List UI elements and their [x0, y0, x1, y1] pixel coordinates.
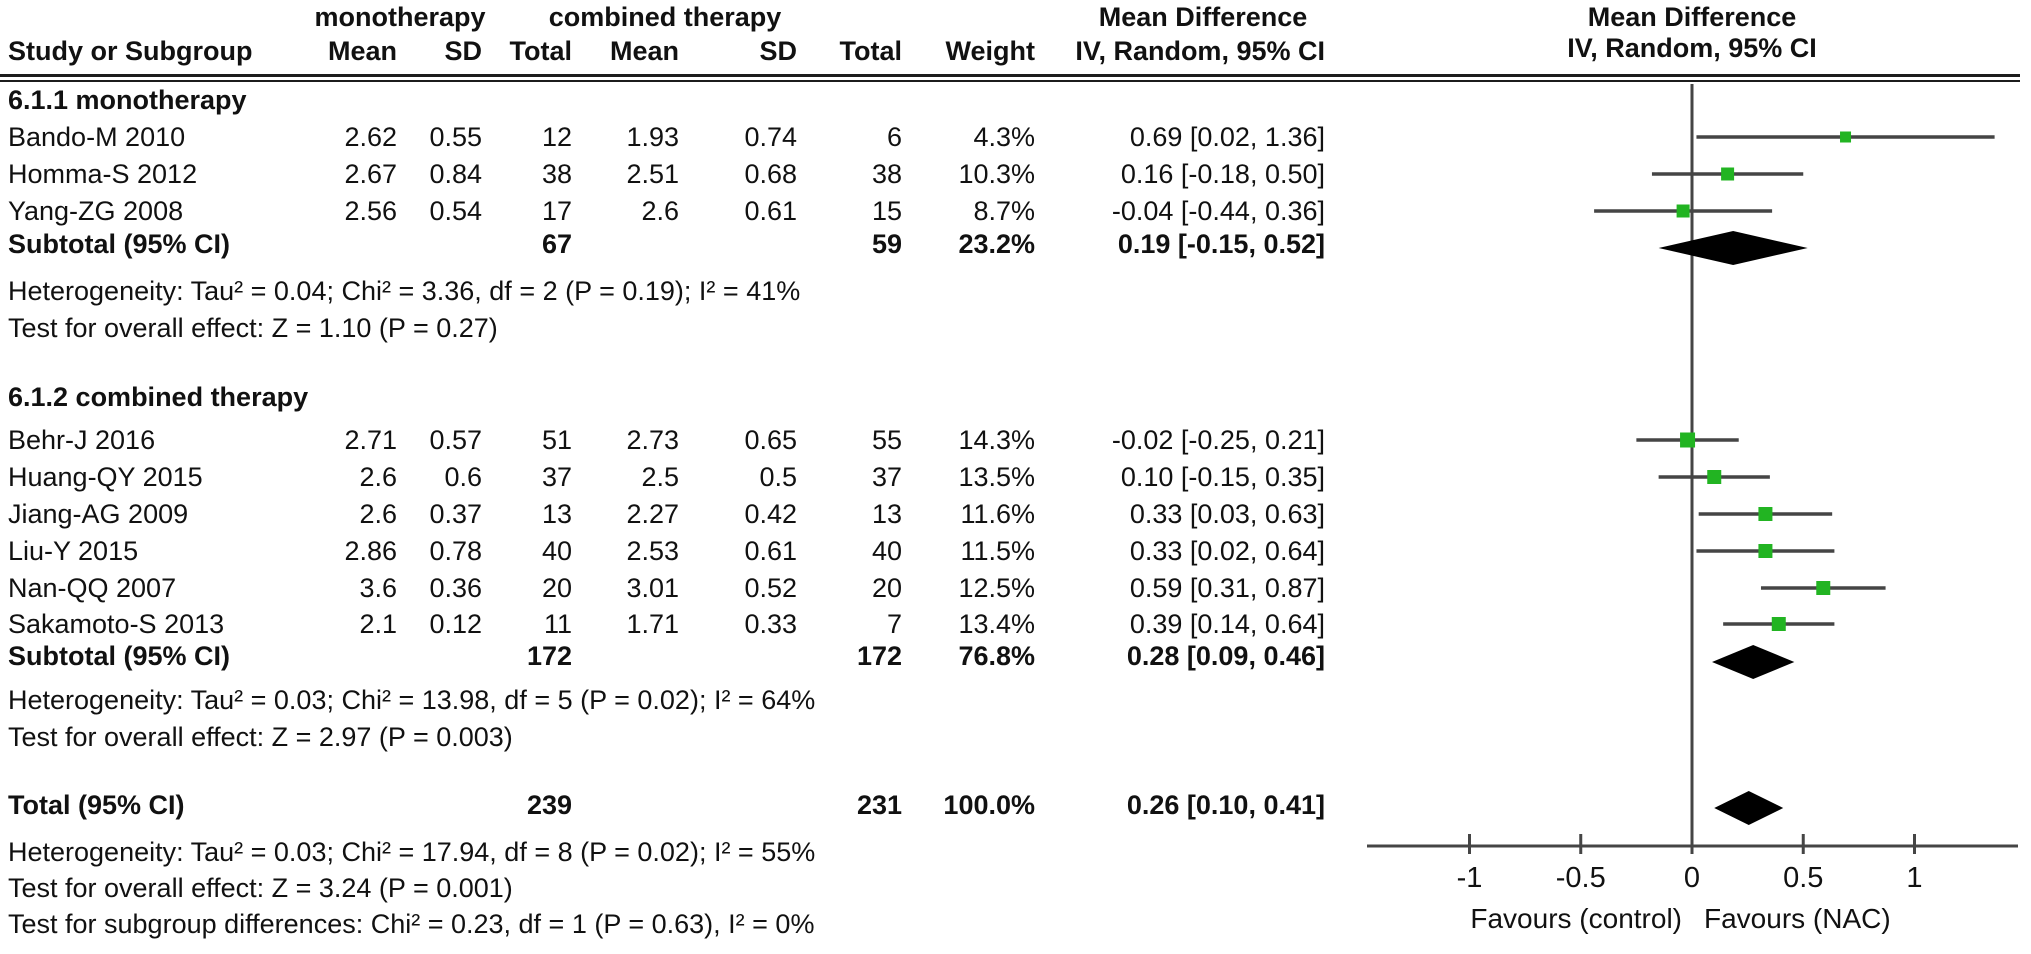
study-row-huang-qy-2015-mean1: 2.6 [359, 461, 397, 492]
study-row-nan-qq-2007-mean2: 3.01 [626, 572, 679, 603]
plot-header-line2: IV, Random, 95% CI [1567, 33, 1817, 63]
col-total-2: Total [839, 36, 902, 66]
study-row-liu-y-2015-sd1: 0.78 [429, 535, 482, 566]
study-row-nan-qq-2007-n2: 20 [871, 572, 902, 603]
col-sd-2: SD [759, 36, 797, 66]
study-row-behr-j-2016-effect-marker [1680, 433, 1695, 448]
study-row-yang-zg-2008-n1: 17 [541, 195, 572, 226]
study-row-behr-j-2016-sd2: 0.65 [744, 424, 797, 455]
study-row-homma-s-2012-sd1: 0.84 [429, 158, 482, 189]
subtotal-row-1-n1: 67 [541, 228, 572, 259]
study-row-sakamoto-s-2013-ci: 0.39 [0.14, 0.64] [1129, 608, 1325, 639]
col-ci: IV, Random, 95% CI [1075, 36, 1325, 66]
col-weight: Weight [945, 36, 1035, 66]
study-row-nan-qq-2007-sd1: 0.36 [429, 572, 482, 603]
study-row-huang-qy-2015-sd2: 0.5 [759, 461, 797, 492]
study-row-huang-qy-2015-sd1: 0.6 [444, 461, 482, 492]
study-row-sakamoto-s-2013-study: Sakamoto-S 2013 [8, 608, 225, 639]
total-row-ci: 0.26 [0.10, 0.41] [1126, 789, 1325, 820]
study-row-liu-y-2015-n2: 40 [871, 535, 902, 566]
study-row-bando-m-2010-sd2: 0.74 [744, 121, 797, 152]
study-row-bando-m-2010-ci: 0.69 [0.02, 1.36] [1129, 121, 1325, 152]
effect-measure-header: Mean Difference [1098, 2, 1308, 32]
study-row-bando-m-2010-sd1: 0.55 [429, 121, 482, 152]
study-row-homma-s-2012-sd2: 0.68 [744, 158, 797, 189]
total-diamond [1714, 791, 1783, 825]
study-row-huang-qy-2015-ci: 0.10 [-0.15, 0.35] [1120, 461, 1325, 492]
total-row-weight: 100.0% [943, 789, 1035, 820]
axis-tick-label-0.5: 0.5 [1783, 862, 1824, 894]
study-row-bando-m-2010-n2: 6 [886, 121, 902, 152]
subtotal-row-1-weight: 23.2% [958, 228, 1035, 259]
axis-tick-label-1: 1 [1906, 862, 1923, 894]
favours-left-label: Favours (control) [1470, 903, 1682, 934]
study-row-huang-qy-2015-effect-marker [1707, 470, 1721, 484]
subtotal-row-1-n2: 59 [871, 228, 902, 259]
study-row-jiang-ag-2009-mean1: 2.6 [359, 498, 397, 529]
study-row-yang-zg-2008-sd1: 0.54 [429, 195, 482, 226]
study-row-homma-s-2012-mean2: 2.51 [626, 158, 679, 189]
study-row-jiang-ag-2009-sd2: 0.42 [744, 498, 797, 529]
study-row-yang-zg-2008-n2: 15 [871, 195, 902, 226]
total-overall-effect: Test for overall effect: Z = 3.24 (P = 0.001) [8, 872, 513, 903]
total-heterogeneity: Heterogeneity: Tau² = 0.03; Chi² = 17.94, df = 8 (P = 0.02); I² = 55% [8, 836, 816, 867]
study-row-sakamoto-s-2013-mean2: 1.71 [626, 608, 679, 639]
study-row-behr-j-2016-study: Behr-J 2016 [8, 424, 156, 455]
study-row-huang-qy-2015-study: Huang-QY 2015 [8, 461, 203, 492]
study-row-sakamoto-s-2013-n1: 11 [543, 608, 572, 639]
subtotal-row-2-study: Subtotal (95% CI) [8, 640, 231, 671]
study-row-homma-s-2012-n1: 38 [541, 158, 572, 189]
study-row-liu-y-2015-ci: 0.33 [0.02, 0.64] [1129, 535, 1325, 566]
heterogeneity-2: Heterogeneity: Tau² = 0.03; Chi² = 13.98, df = 5 (P = 0.02); I² = 64% [8, 684, 816, 715]
study-row-homma-s-2012-effect-marker [1721, 168, 1734, 181]
subtotal-row-2-n2: 172 [856, 640, 902, 671]
study-row-liu-y-2015-weight: 11.5% [960, 535, 1035, 566]
study-row-huang-qy-2015-n2: 37 [871, 461, 902, 492]
study-row-sakamoto-s-2013-mean1: 2.1 [359, 608, 397, 639]
study-row-yang-zg-2008-weight: 8.7% [973, 195, 1035, 226]
study-row-jiang-ag-2009-sd1: 0.37 [429, 498, 482, 529]
study-row-bando-m-2010-study: Bando-M 2010 [8, 121, 186, 152]
study-row-sakamoto-s-2013-sd2: 0.33 [744, 608, 797, 639]
col-total-1: Total [509, 36, 572, 66]
subtotal-row-2-ci: 0.28 [0.09, 0.46] [1126, 640, 1325, 671]
study-row-nan-qq-2007-mean1: 3.6 [359, 572, 397, 603]
study-row-jiang-ag-2009-n1: 13 [541, 498, 572, 529]
study-row-huang-qy-2015-mean2: 2.5 [641, 461, 679, 492]
col-study-or-subgroup: Study or Subgroup [8, 36, 253, 66]
study-row-huang-qy-2015-weight: 13.5% [958, 461, 1035, 492]
subtotal-2-diamond [1712, 645, 1794, 679]
study-row-liu-y-2015-mean2: 2.53 [626, 535, 679, 566]
study-row-yang-zg-2008-sd2: 0.61 [744, 195, 797, 226]
group1-header: monotherapy [314, 2, 486, 32]
study-row-yang-zg-2008-effect-marker [1677, 205, 1690, 218]
subtotal-row-1-ci: 0.19 [-0.15, 0.52] [1117, 228, 1325, 259]
study-row-yang-zg-2008-mean2: 2.6 [641, 195, 679, 226]
study-row-bando-m-2010-mean2: 1.93 [626, 121, 679, 152]
favours-right-label: Favours (NAC) [1704, 903, 1891, 934]
study-row-behr-j-2016-n1: 51 [541, 424, 572, 455]
study-row-nan-qq-2007-effect-marker [1816, 581, 1830, 595]
study-row-homma-s-2012-mean1: 2.67 [344, 158, 397, 189]
study-row-sakamoto-s-2013-n2: 7 [886, 608, 902, 639]
group2-header: combined therapy [548, 2, 782, 32]
study-row-nan-qq-2007-weight: 12.5% [958, 572, 1035, 603]
study-row-bando-m-2010-weight: 4.3% [973, 121, 1035, 152]
study-row-nan-qq-2007-study: Nan-QQ 2007 [8, 572, 177, 603]
study-row-jiang-ag-2009-ci: 0.33 [0.03, 0.63] [1129, 498, 1325, 529]
subtotal-row-1-study: Subtotal (95% CI) [8, 228, 231, 259]
col-sd-1: SD [444, 36, 482, 66]
col-mean-1: Mean [327, 36, 397, 66]
subtotal-row-2-weight: 76.8% [958, 640, 1035, 671]
total-row-study: Total (95% CI) [8, 789, 185, 820]
subgroup-label-2: 6.1.2 combined therapy [8, 381, 309, 412]
heterogeneity-1: Heterogeneity: Tau² = 0.04; Chi² = 3.36, df = 2 (P = 0.19); I² = 41% [8, 275, 801, 306]
study-row-liu-y-2015-n1: 40 [541, 535, 572, 566]
study-row-nan-qq-2007-ci: 0.59 [0.31, 0.87] [1129, 572, 1325, 603]
study-row-liu-y-2015-study: Liu-Y 2015 [8, 535, 139, 566]
study-row-bando-m-2010-mean1: 2.62 [344, 121, 397, 152]
study-row-yang-zg-2008-mean1: 2.56 [344, 195, 397, 226]
study-row-homma-s-2012-ci: 0.16 [-0.18, 0.50] [1120, 158, 1325, 189]
study-row-behr-j-2016-ci: -0.02 [-0.25, 0.21] [1111, 424, 1325, 455]
overall-effect-2: Test for overall effect: Z = 2.97 (P = 0.003) [8, 721, 513, 752]
study-row-liu-y-2015-mean1: 2.86 [344, 535, 397, 566]
study-row-jiang-ag-2009-mean2: 2.27 [626, 498, 679, 529]
study-row-jiang-ag-2009-study: Jiang-AG 2009 [8, 498, 189, 529]
study-row-yang-zg-2008-study: Yang-ZG 2008 [8, 195, 184, 226]
study-row-nan-qq-2007-n1: 20 [541, 572, 572, 603]
study-row-huang-qy-2015-n1: 37 [541, 461, 572, 492]
study-row-homma-s-2012-study: Homma-S 2012 [8, 158, 198, 189]
total-row-n2: 231 [856, 789, 902, 820]
study-row-liu-y-2015-sd2: 0.61 [744, 535, 797, 566]
study-row-homma-s-2012-weight: 10.3% [958, 158, 1035, 189]
subtotal-1-diamond [1659, 231, 1808, 265]
plot-header-line1: Mean Difference [1587, 2, 1797, 32]
col-mean-2: Mean [609, 36, 679, 66]
study-row-jiang-ag-2009-n2: 13 [871, 498, 902, 529]
study-row-liu-y-2015-effect-marker [1758, 544, 1772, 558]
study-row-behr-j-2016-mean2: 2.73 [626, 424, 679, 455]
total-row-n1: 239 [526, 789, 572, 820]
study-row-bando-m-2010-n1: 12 [541, 121, 572, 152]
study-row-jiang-ag-2009-weight: 11.6% [960, 498, 1035, 529]
study-row-yang-zg-2008-ci: -0.04 [-0.44, 0.36] [1111, 195, 1325, 226]
study-row-sakamoto-s-2013-sd1: 0.12 [429, 608, 482, 639]
study-row-nan-qq-2007-sd2: 0.52 [744, 572, 797, 603]
study-row-jiang-ag-2009-effect-marker [1758, 507, 1772, 521]
subtotal-row-2-n1: 172 [526, 640, 572, 671]
overall-effect-1: Test for overall effect: Z = 1.10 (P = 0.27) [8, 312, 498, 343]
axis-tick-label--1: -1 [1456, 862, 1483, 894]
study-row-sakamoto-s-2013-weight: 13.4% [958, 608, 1035, 639]
subgroup-label-1: 6.1.1 monotherapy [8, 84, 247, 115]
study-row-homma-s-2012-n2: 38 [871, 158, 902, 189]
study-row-behr-j-2016-mean1: 2.71 [344, 424, 397, 455]
axis-tick-label--0.5: -0.5 [1555, 862, 1606, 894]
study-row-behr-j-2016-weight: 14.3% [958, 424, 1035, 455]
study-row-behr-j-2016-sd1: 0.57 [429, 424, 482, 455]
axis-tick-label-0: 0 [1683, 862, 1701, 894]
study-row-behr-j-2016-n2: 55 [871, 424, 902, 455]
subgroup-differences: Test for subgroup differences: Chi² = 0.23, df = 1 (P = 0.63), I² = 0% [8, 908, 815, 939]
study-row-bando-m-2010-effect-marker [1840, 132, 1851, 143]
study-row-sakamoto-s-2013-effect-marker [1772, 617, 1786, 631]
